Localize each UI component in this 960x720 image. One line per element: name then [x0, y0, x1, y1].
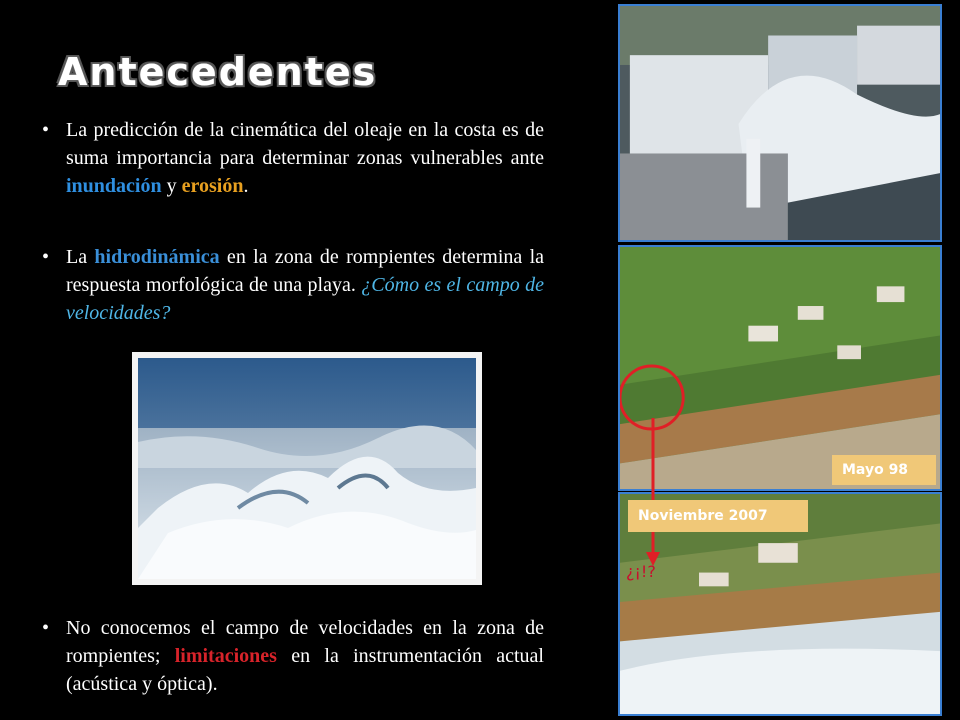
- bullet-marker: •: [42, 119, 50, 141]
- bullet-text-part: .: [243, 175, 249, 197]
- bullet-marker: •: [42, 246, 50, 268]
- question-marker: ¿¡!?: [626, 562, 656, 581]
- highlight-erosion: erosión: [181, 175, 244, 197]
- bullet-marker: •: [42, 617, 50, 639]
- highlight-question: ¿Cómo es el campo de velocidades?: [66, 274, 544, 324]
- bullet-text-part: y: [161, 175, 182, 197]
- highlight-hidrodinamica: hidrodinámica: [94, 246, 220, 268]
- slide-title: Antecedentes: [58, 50, 378, 94]
- highlight-limitaciones: limitaciones: [174, 645, 277, 667]
- bullet-text-part: en la instrumentación actual (acústica y óptica).: [66, 645, 544, 695]
- label-noviembre-2007: Noviembre 2007: [628, 500, 808, 532]
- bullet-text-part: en la zona de rompientes determina la respuesta morfológica de una playa.: [66, 246, 545, 296]
- bullet-text-part: No conocemos el campo de velocidades en la zona de rompientes;: [66, 617, 544, 667]
- highlight-inundacion: inundación: [66, 175, 162, 197]
- bullet-text-part: La predicción de la cinemática del oleaje en la costa es de suma importancia para determinar zonas vulnerables ante: [66, 119, 544, 169]
- bullet-text-part: La: [66, 246, 95, 268]
- label-mayo-98: Mayo 98: [832, 455, 936, 485]
